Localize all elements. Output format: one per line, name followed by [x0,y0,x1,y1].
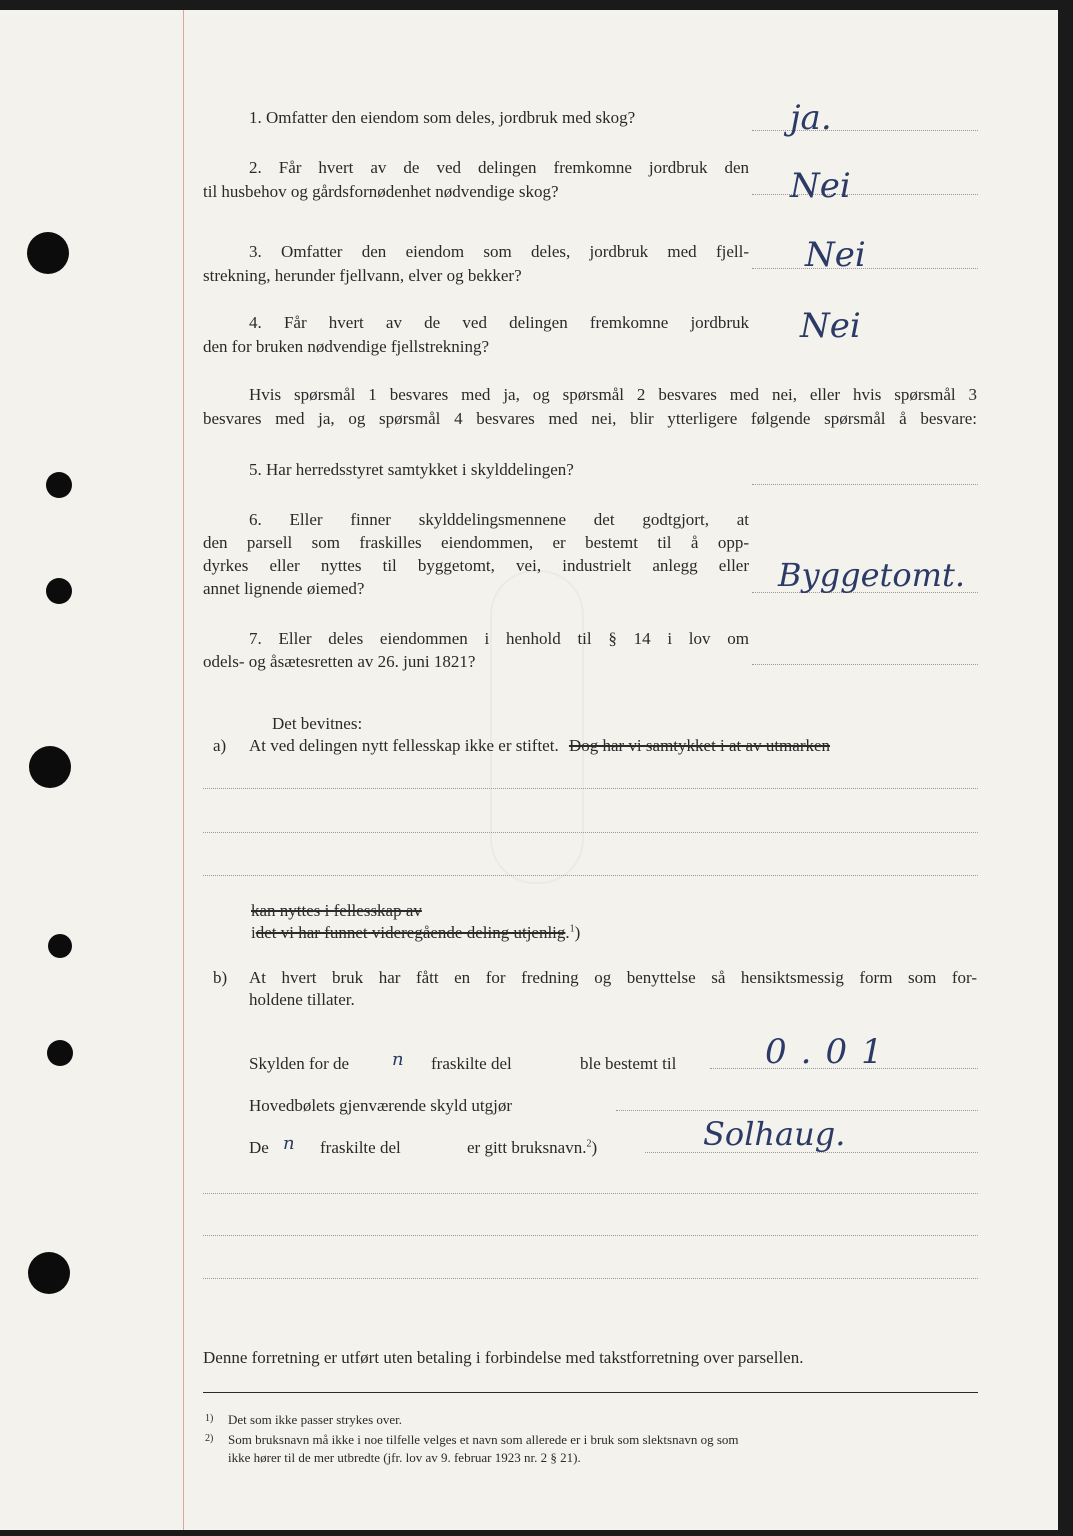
skyld-value: 0.01 [765,1032,897,1072]
question-6-line-2: den parsell som fraskilles eiendommen, er bestemt til å opp- [203,533,749,552]
watermark-mark [490,570,584,884]
form-page [0,10,1058,1530]
punch-hole [46,472,72,498]
footnote-2-mark: 2) [205,1433,214,1444]
skyld-label-b: fraskilte del [431,1054,512,1073]
question-7-line-2: odels- og åsætesretten av 26. juni 1821? [203,652,476,671]
navn-label-c [467,1136,597,1159]
navn-value: Solhaug. [703,1115,846,1153]
attest-a-statement: At ved delingen nytt fellesskap ikke er stiftet. [249,736,559,755]
question-3-line-1: 3. Omfatter den eiendom som deles, jordbruk med fjell- [249,242,749,261]
answer-1: ja. [790,98,832,138]
answer-6: Byggetomt. [778,556,965,594]
question-2-line-1: 2. Får hvert av de ved delingen fremkomne jordbruk den [249,158,749,177]
punch-hole [29,746,71,788]
blank-line [203,788,978,789]
attest-a-struck: Dog har vi samtykket i at av utmarken [568,736,831,755]
answer-3: Nei [805,235,866,275]
hoved-line [616,1110,978,1111]
punch-hole [46,578,72,604]
attest-b-line-1: At hvert bruk har fått en for fredning og benyttelse så hensiktsmessig form som for- [249,968,977,987]
attest-b-line-2: holdene tillater. [249,990,355,1009]
punch-hole [28,1252,70,1294]
margin-line [183,10,184,1530]
question-6-line-1: 6. Eller finner skylddelingsmennene det godtgjort, at [249,510,749,529]
answer-line-5 [752,484,978,485]
attest-b-marker: b) [213,968,228,987]
blank-line [203,1278,978,1279]
navn-handwritten-n: n [283,1133,295,1154]
punch-hole [47,1040,73,1066]
footnote-2-line-2: ikke hører til de mer utbredte (jfr. lov av 9. februar 1923 nr. 2 § 21). [228,1450,581,1465]
punch-hole [27,232,69,274]
answer-line-2 [752,194,978,195]
footnote-1-text: Det som ikke passer strykes over. [228,1412,403,1427]
closing-statement: Denne forretning er utført uten betaling i forbindelse med takstforretning over parsellen. [203,1348,804,1367]
footnote-ref-1: 1 [569,923,575,935]
struck-prefix: i [251,923,256,942]
footnote-ref-2: 2 [586,1138,592,1150]
footnote-2-line-1: Som bruksnavn må ikke i noe tilfelle velges et navn som allerede er i bruk som slektsnavn og som [228,1432,739,1447]
attest-heading: Det bevitnes: [272,714,363,733]
struck-line-1: kan nyttes i fellesskap av [251,901,422,920]
skyld-label-a: Skylden for de [249,1054,350,1073]
navn-label-a: De [249,1138,269,1157]
question-4-line-2: den for bruken nødvendige fjellstrekning? [203,337,490,356]
navn-label-text: er gitt bruksnavn. [467,1138,587,1157]
question-5: 5. Har herredsstyret samtykket i skylddelingen? [249,460,574,479]
struck-suffix: . [565,923,570,942]
answer-line-7 [752,664,978,665]
condition-line-2: besvares med ja, og spørsmål 4 besvares med nei, blir ytterligere følgende spørsmål å besvare: [203,409,977,428]
skyld-label-c: ble bestemt til [580,1054,677,1073]
navn-paren: ) [591,1138,598,1157]
navn-label-b: fraskilte del [320,1138,401,1157]
footnote-rule [203,1392,978,1393]
footnote-1-mark: 1) [205,1413,214,1424]
skyld-handwritten-n: n [392,1049,404,1070]
blank-line [203,1193,978,1194]
answer-2: Nei [790,166,851,206]
answer-4: Nei [800,306,861,346]
question-7-line-1: 7. Eller deles eiendommen i henhold til § 14 i lov om [249,629,749,648]
attest-a-text [249,734,830,757]
question-6-line-3: dyrkes eller nyttes til byggetomt, vei, industrielt anlegg eller [203,556,749,575]
condition-line-1: Hvis spørsmål 1 besvares med ja, og spørsmål 2 besvares med nei, eller hvis spørsmål 3 [249,385,977,404]
question-2-line-2: til husbehov og gårdsfornødenhet nødvendige skog? [203,182,559,201]
struck-line-2 [251,921,580,944]
question-6-line-4: annet lignende øiemed? [203,579,365,598]
punch-hole [48,934,72,958]
struck-paren: ) [574,923,581,942]
hoved-label: Hovedbølets gjenværende skyld utgjør [249,1096,512,1115]
attest-a-marker: a) [213,736,227,755]
blank-line [203,832,978,833]
answer-line-1 [752,130,978,131]
struck-text: det vi har funnet videregående deling utjenlig [255,923,566,942]
blank-line [203,1235,978,1236]
question-3-line-2: strekning, herunder fjellvann, elver og bekker? [203,266,522,285]
blank-line [203,875,978,876]
question-4-line-1: 4. Får hvert av de ved delingen fremkomne jordbruk [249,313,749,332]
question-1: 1. Omfatter den eiendom som deles, jordbruk med skog? [249,108,636,127]
